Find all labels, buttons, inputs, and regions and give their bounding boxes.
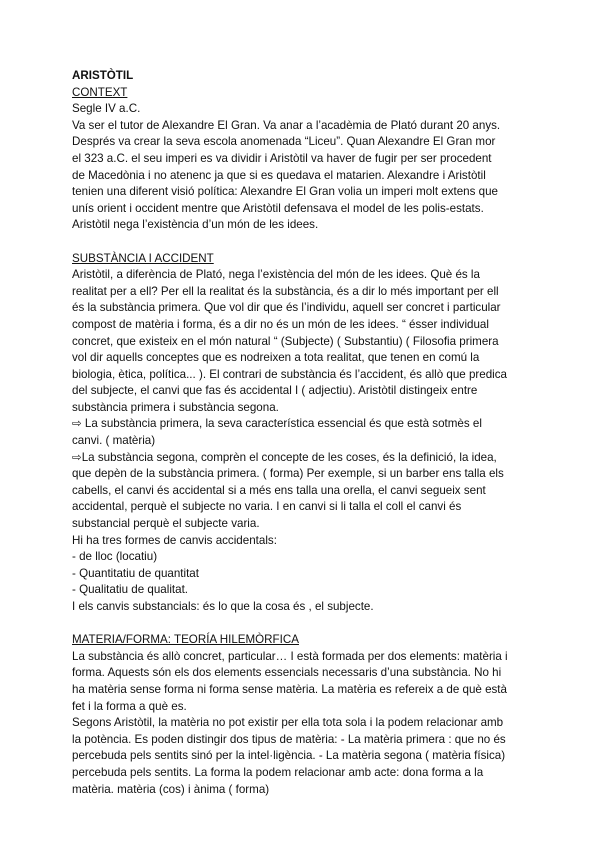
text-line: ⇨La substància segona, comprèn el concepte de les coses, és la definició, la idea, <box>72 450 497 464</box>
text-line: el 323 a.C. el seu imperi es va dividir i Aristòtil va haver de fugir per ser procedent <box>72 151 492 165</box>
section <box>72 85 542 234</box>
section-heading: MATERIA/FORMA: TEORÍA HILEMÒRFICA <box>72 633 299 647</box>
text-line: Hi ha tres formes de canvis accidentals: <box>72 533 277 547</box>
text-line: Aristòtil nega l’existència d’un món de les idees. <box>72 218 319 232</box>
text-line: matèria. matèria (cos) i ànima ( forma) <box>72 782 270 796</box>
text-line: unís orient i occident mentre que Aristòtil defensava el model de les polis-estats. <box>72 201 484 215</box>
text-line: Aristòtil, a diferència de Plató, nega l’existència del món de les idees. Què és la <box>72 268 480 282</box>
text-line: forma. Aquests són els dos elements essencials necessaris d’una substància. No hi <box>72 666 502 680</box>
text-line: - Qualitatiu de qualitat. <box>72 583 189 597</box>
section-spacer <box>72 616 542 633</box>
text-line: la potència. Es poden distingir dos tipus de matèria: - La matèria primera : que no és <box>72 732 506 746</box>
text-line: Va ser el tutor de Alexandre El Gran. Va anar a l’acadèmia de Plató durant 20 anys. <box>72 118 501 132</box>
text-line: del subjecte, el canvi que fas és accidental I ( adjectiu). Aristòtil distingeix entre <box>72 384 478 398</box>
text-line: que depèn de la substància primera. ( forma) Per exemple, si un barber ens talla els <box>72 467 504 481</box>
text-line: compost de matèria i forma, és a dir no és un món de les idees. “ ésser individual <box>72 317 489 331</box>
text-line: és la substància primera. Que vol dir que és l’individu, aquell ser concret i particular <box>72 301 501 315</box>
text-line: - Quantitatiu de quantitat <box>72 566 199 580</box>
text-line: ⇨ La substància primera, la seva característica essencial és que està sotmès el <box>72 417 482 431</box>
text-line: biologia, ètica, política... ). El contrari de substància és l’accident, és allò que predica <box>72 367 508 381</box>
text-line: cabells, el canvi és accidental si a més ens talla una orella, el canvi segueix sent <box>72 483 486 497</box>
document-title: ARISTÒTIL <box>72 69 134 82</box>
text-line: de Macedònia i no atenenc ja que si es quedava el matarien. Alexandre i Aristòtil <box>72 168 486 182</box>
text-line: substancial perquè el subjecte varia. <box>72 517 260 531</box>
text-line: - de lloc (locatiu) <box>72 550 158 564</box>
section <box>72 632 542 798</box>
section-heading: CONTEXT <box>72 85 128 99</box>
document-page <box>72 68 542 798</box>
document-body <box>72 85 542 799</box>
section-heading: SUBSTÀNCIA I ACCIDENT <box>72 251 214 265</box>
section-spacer <box>72 234 542 251</box>
text-line: fet i la forma a què es. <box>72 699 187 713</box>
section <box>72 251 542 616</box>
text-line: ha matèria sense forma ni forma sense matèria. La matèria es refereix a de què està <box>72 682 507 696</box>
text-line: La substància és allò concret, particular… I està formada per dos elements: matèria i <box>72 649 508 663</box>
text-line: realitat per a ell? Per ell la realitat és la substància, és a dir lo més important per ell <box>72 284 499 298</box>
text-line: vol dir aquells conceptes que es nodreixen a tota realitat, que tenen en comú la <box>72 351 480 365</box>
text-line: Segle IV a.C. <box>72 102 141 116</box>
text-line: percebuda pels sentits sinó per la intel·ligència. - La matèria segona ( matèria física) <box>72 749 506 763</box>
text-line: Segons Aristòtil, la matèria no pot existir per ella tota sola i la podem relacionar amb <box>72 716 504 730</box>
text-line: canvi. ( matèria) <box>72 434 156 448</box>
text-line: concret, que existeix en el món natural “ (Subjecte) ( Substantiu) ( Filosofia primera <box>72 334 499 348</box>
text-line: accidental, perquè el subjecte no varia. I en canvi si li talla el coll el canvi és <box>72 500 462 514</box>
text-line: tenien una diferent visió política: Alexandre El Gran volia un imperi molt extens que <box>72 185 498 199</box>
text-line: I els canvis substancials: és lo que la cosa és , el subjecte. <box>72 600 374 613</box>
text-line: Després va crear la seva escola anomenada “Liceu”. Quan Alexandre El Gran mor <box>72 135 496 149</box>
text-line: percebuda pels sentits. La forma la podem relacionar amb acte: dona forma a la <box>72 765 484 779</box>
text-line: substància primera i substància segona. <box>72 400 279 414</box>
